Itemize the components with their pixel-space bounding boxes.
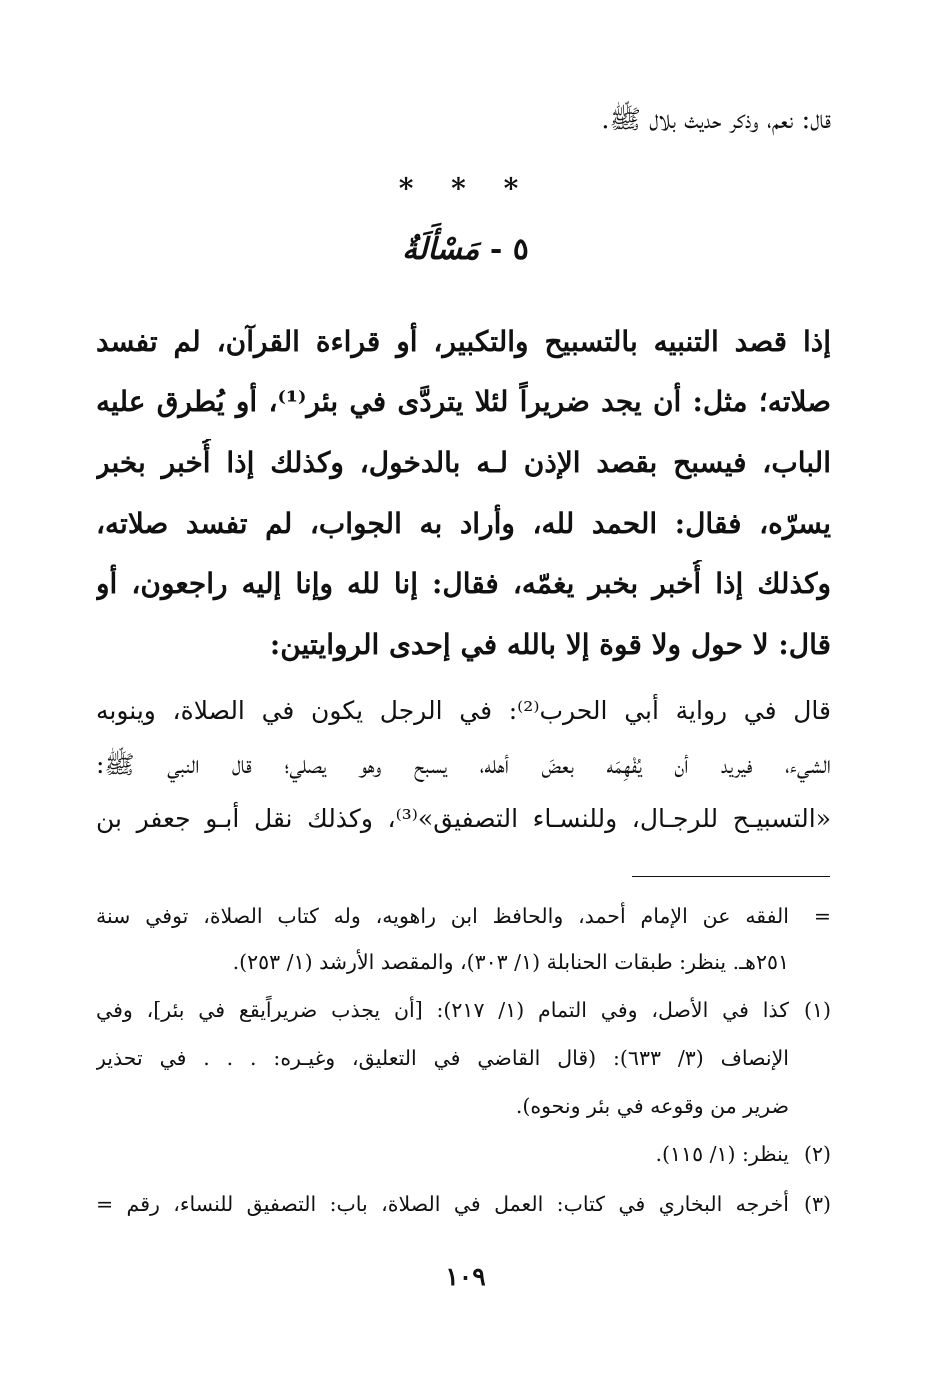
footnote-number: (١) xyxy=(803,998,831,1022)
secondary-text-line: الشيء، فيريد أن يُفْهِمَه بعضَ أهله، يسبح وهو يصلي؛ قال النبي ﷺ: xyxy=(96,750,831,779)
main-text-line: صلاته؛ مثل: أن يجد ضريراً لئلا يتردَّى في بئر⁽¹⁾، أو يُطرق عليه xyxy=(96,385,831,418)
section-heading xyxy=(0,228,931,272)
page-number: ١٠٩ xyxy=(445,1262,486,1291)
section-title-word: مَسْأَلَةٌ xyxy=(402,232,480,267)
footnote-line: أخرجه البخاري في كتاب: العمل في الصلاة، باب: التصفيق للنساء، رقم = xyxy=(96,1192,789,1216)
main-text-line: وكذلك إذا أُخبر بخبر يغمّه، فقال: إنا لله وإنا إليه راجعون، أو xyxy=(96,567,831,600)
footnote-divider xyxy=(632,876,830,877)
main-text-line: الباب، فيسبح بقصد الإذن لـه بالدخول، وكذلك إذا أُخبر بخبر xyxy=(96,446,831,479)
section-number: ٥ - xyxy=(489,232,529,267)
footnote-line: ٢٥١هـ. ينظر: طبقات الحنابلة (١/ ٣٠٣)، والمقصد الأرشد (١/ ٢٥٣). xyxy=(232,950,789,974)
footnote-number: (٢) xyxy=(803,1142,831,1166)
main-text-line: إذا قصد التنبيه بالتسبيح والتكبير، أو قراءة القرآن، لم تفسد xyxy=(96,325,831,358)
section-separator: * * * xyxy=(398,172,533,205)
footnote-line: كذا في الأصل، وفي التمام (١/ ٢١٧): [أن يجذب ضريراًيقع في بئر]، وفي xyxy=(96,998,789,1022)
intro-line: قال: نعم، وذكر حديث بلال ﷺ. xyxy=(601,105,831,135)
secondary-text-line: قال في رواية أبي الحرب⁽²⁾: في الرجل يكون في الصلاة، وينوبه xyxy=(96,696,831,725)
footnote-line: ينظر: (١/ ١١٥). xyxy=(655,1142,789,1166)
footnote-line: الإنصاف (٣/ ٦٣٣): (قال القاضي في التعليق، وغيـره: . . . في تحذير xyxy=(96,1046,789,1070)
main-text-line: قال: لا حول ولا قوة إلا بالله في إحدى الروايتين: xyxy=(269,628,831,661)
footnote-line: ضرير من وقوعه في بئر ونحوه). xyxy=(515,1094,789,1118)
main-text-line: يسرّه، فقال: الحمد لله، وأراد به الجواب، لم تفسد صلاته، xyxy=(96,507,831,540)
footnote-number: (٣) xyxy=(803,1192,831,1216)
footnote-continuation-marker: = xyxy=(813,904,831,928)
footnote-line: الفقه عن الإمام أحمد، والحافظ ابن راهويه، وله كتاب الصلاة، توفي سنة xyxy=(96,904,789,928)
secondary-text-line: «التسبيـح للرجـال، وللنسـاء التصفيق»⁽³⁾، وكذلك نقل أبـو جعفر بن xyxy=(96,804,831,833)
